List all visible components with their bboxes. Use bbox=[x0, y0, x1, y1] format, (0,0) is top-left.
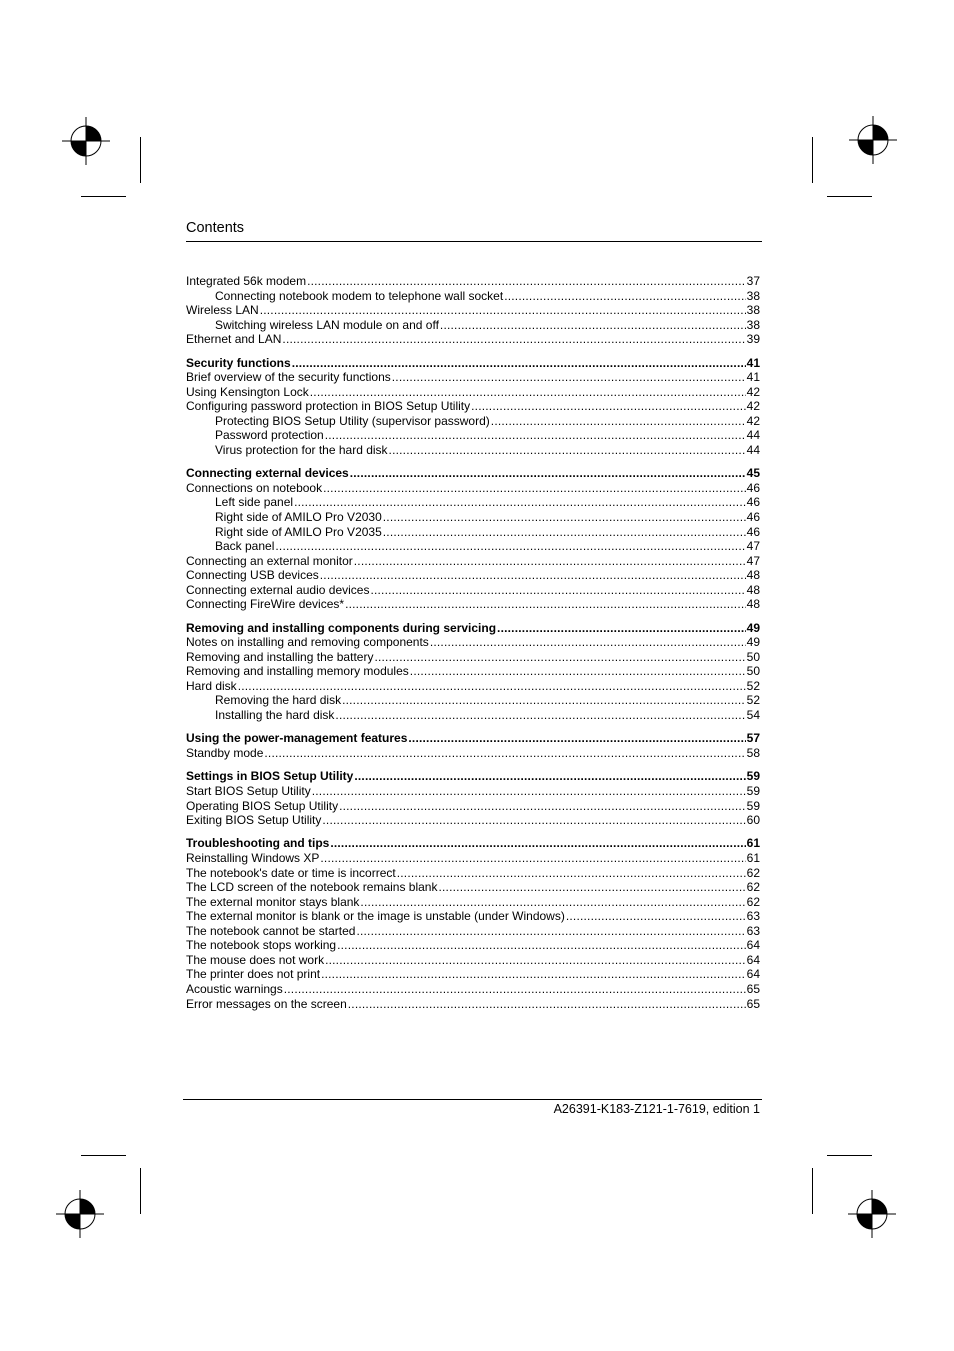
toc-entry-label: Switching wireless LAN module on and off bbox=[215, 317, 439, 332]
toc-entry[interactable] bbox=[186, 679, 760, 694]
trim-mark bbox=[812, 1168, 813, 1214]
toc-page-number: 38 bbox=[746, 303, 760, 318]
trim-mark bbox=[827, 196, 872, 197]
toc-dot-leader bbox=[321, 967, 746, 982]
toc-dot-leader bbox=[354, 554, 746, 569]
toc-section bbox=[186, 356, 760, 458]
toc-entry[interactable] bbox=[186, 664, 760, 679]
toc-page-number: 52 bbox=[746, 693, 760, 708]
toc-entry[interactable] bbox=[186, 784, 760, 799]
toc-entry[interactable] bbox=[186, 303, 760, 318]
toc-chapter-entry[interactable] bbox=[186, 621, 760, 636]
toc-entry-label: Brief overview of the security functions bbox=[186, 370, 391, 385]
toc-entry-label: Connecting external devices bbox=[186, 466, 349, 481]
toc-dot-leader bbox=[339, 799, 746, 814]
toc-entry-label: Ethernet and LAN bbox=[186, 332, 282, 347]
toc-page-number: 37 bbox=[746, 274, 760, 288]
toc-entry[interactable] bbox=[186, 510, 760, 525]
toc-page-number: 42 bbox=[746, 399, 760, 414]
toc-page-number: 62 bbox=[746, 894, 760, 909]
toc-dot-leader bbox=[282, 332, 745, 347]
toc-entry-label: Right side of AMILO Pro V2035 bbox=[215, 524, 382, 539]
toc-page-number: 45 bbox=[746, 466, 760, 481]
toc-section bbox=[186, 731, 760, 760]
toc-entry[interactable] bbox=[186, 370, 760, 385]
toc-entry[interactable] bbox=[186, 938, 760, 953]
toc-page-number: 44 bbox=[746, 442, 760, 457]
toc-entry[interactable] bbox=[186, 443, 760, 458]
toc-section bbox=[186, 769, 760, 827]
toc-dot-leader bbox=[440, 318, 746, 333]
toc-chapter-entry[interactable] bbox=[186, 356, 760, 371]
toc-page-number: 50 bbox=[746, 649, 760, 664]
toc-entry-label: Password protection bbox=[215, 428, 324, 443]
toc-dot-leader bbox=[320, 851, 745, 866]
toc-page-number: 41 bbox=[746, 370, 760, 385]
toc-section bbox=[186, 274, 760, 347]
toc-entry[interactable] bbox=[186, 332, 760, 347]
toc-entry[interactable] bbox=[186, 597, 760, 612]
toc-page-number: 64 bbox=[746, 938, 760, 953]
toc-entry[interactable] bbox=[186, 967, 760, 982]
toc-entry[interactable] bbox=[186, 385, 760, 400]
toc-entry-label: Start BIOS Setup Utility bbox=[186, 783, 311, 798]
page-footer bbox=[183, 1099, 762, 1117]
toc-entry-label: Standby mode bbox=[186, 745, 264, 760]
toc-page-number: 46 bbox=[746, 480, 760, 495]
toc-entry-label: The mouse does not work bbox=[186, 952, 325, 967]
toc-entry[interactable] bbox=[186, 997, 760, 1012]
toc-page-number: 63 bbox=[746, 909, 760, 924]
toc-entry[interactable] bbox=[186, 525, 760, 540]
toc-entry-label: The LCD screen of the notebook remains blank bbox=[186, 880, 438, 895]
trim-mark bbox=[81, 196, 126, 197]
toc-entry-label: Wireless LAN bbox=[186, 303, 259, 318]
toc-entry-label: Right side of AMILO Pro V2030 bbox=[215, 509, 382, 524]
trim-mark bbox=[812, 137, 813, 183]
toc-dot-leader bbox=[320, 568, 746, 583]
toc-entry[interactable] bbox=[186, 746, 760, 761]
toc-dot-leader bbox=[504, 289, 745, 304]
toc-entry-label: Connecting external audio devices bbox=[186, 582, 370, 597]
toc-page-number: 46 bbox=[746, 524, 760, 539]
toc-page-number: 48 bbox=[746, 568, 760, 583]
toc-entry[interactable] bbox=[186, 583, 760, 598]
toc-page-number: 61 bbox=[746, 851, 760, 866]
page-header bbox=[186, 218, 762, 242]
toc-entry-label: The notebook cannot be started bbox=[186, 923, 356, 938]
toc-page-number: 38 bbox=[746, 288, 760, 303]
toc-dot-leader bbox=[260, 303, 746, 318]
toc-dot-leader bbox=[356, 924, 745, 939]
toc-page-number: 42 bbox=[746, 384, 760, 399]
toc-dot-leader bbox=[238, 679, 746, 694]
toc-page-number: 57 bbox=[746, 731, 760, 746]
toc-page-number: 64 bbox=[746, 952, 760, 967]
toc-page-number: 48 bbox=[746, 582, 760, 597]
toc-entry[interactable] bbox=[186, 895, 760, 910]
toc-page-number: 64 bbox=[746, 967, 760, 982]
toc-entry[interactable] bbox=[186, 924, 760, 939]
toc-page-number: 58 bbox=[746, 745, 760, 760]
toc-dot-leader bbox=[335, 708, 745, 723]
toc-entry-label: Security functions bbox=[186, 355, 291, 370]
toc-page-number: 39 bbox=[746, 332, 760, 347]
toc-entry-label: Removing and installing components during servicing bbox=[186, 620, 497, 635]
toc-dot-leader bbox=[491, 414, 746, 429]
toc-section bbox=[186, 621, 760, 723]
toc-dot-leader bbox=[438, 880, 745, 895]
toc-entry[interactable] bbox=[186, 799, 760, 814]
toc-dot-leader bbox=[350, 466, 746, 481]
toc-entry-label: The notebook's date or time is incorrect bbox=[186, 865, 396, 880]
toc-entry[interactable] bbox=[186, 866, 760, 881]
toc-entry[interactable] bbox=[186, 495, 760, 510]
table-of-contents bbox=[186, 274, 760, 1020]
toc-entry-label: Notes on installing and removing components bbox=[186, 635, 429, 650]
trim-mark bbox=[140, 1168, 141, 1214]
toc-dot-leader bbox=[360, 895, 745, 910]
toc-dot-leader bbox=[392, 370, 746, 385]
toc-entry-label: Connections on notebook bbox=[186, 480, 323, 495]
toc-entry[interactable] bbox=[186, 909, 760, 924]
toc-page-number: 48 bbox=[746, 597, 760, 612]
toc-page-number: 61 bbox=[746, 836, 760, 851]
registration-mark-icon bbox=[62, 117, 110, 165]
toc-page-number: 46 bbox=[746, 509, 760, 524]
trim-mark bbox=[81, 1155, 126, 1156]
toc-entry-label: The notebook stops working bbox=[186, 938, 337, 953]
toc-entry-label: Operating BIOS Setup Utility bbox=[186, 798, 339, 813]
trim-mark bbox=[140, 137, 141, 183]
toc-entry[interactable] bbox=[186, 568, 760, 583]
toc-entry[interactable] bbox=[186, 851, 760, 866]
toc-entry-label: Connecting an external monitor bbox=[186, 553, 353, 568]
toc-dot-leader bbox=[294, 495, 746, 510]
toc-entry-label: Hard disk bbox=[186, 678, 237, 693]
toc-page-number: 50 bbox=[746, 664, 760, 679]
toc-dot-leader bbox=[408, 731, 745, 746]
toc-entry-label: Connecting USB devices bbox=[186, 568, 319, 583]
toc-entry-label: Error messages on the screen bbox=[186, 996, 347, 1011]
toc-page-number: 46 bbox=[746, 495, 760, 510]
toc-entry[interactable] bbox=[186, 982, 760, 997]
toc-dot-leader bbox=[330, 836, 745, 851]
toc-entry[interactable] bbox=[186, 399, 760, 414]
toc-dot-leader bbox=[264, 746, 745, 761]
registration-mark-icon bbox=[848, 1190, 896, 1238]
toc-dot-leader bbox=[383, 510, 746, 525]
toc-dot-leader bbox=[312, 784, 746, 799]
toc-dot-leader bbox=[345, 597, 746, 612]
toc-dot-leader bbox=[323, 481, 746, 496]
toc-dot-leader bbox=[325, 953, 746, 968]
toc-entry[interactable] bbox=[186, 554, 760, 569]
toc-dot-leader bbox=[322, 813, 745, 828]
page-title: Contents bbox=[186, 220, 245, 236]
toc-entry[interactable] bbox=[186, 693, 760, 708]
toc-entry-label: Connecting notebook modem to telephone wall socket bbox=[215, 288, 504, 303]
toc-page-number: 42 bbox=[746, 413, 760, 428]
toc-page-number: 47 bbox=[746, 553, 760, 568]
toc-page-number: 49 bbox=[746, 620, 760, 635]
toc-entry[interactable] bbox=[186, 650, 760, 665]
trim-mark bbox=[827, 1155, 872, 1156]
toc-entry[interactable] bbox=[186, 953, 760, 968]
toc-entry-label: Using the power-management features bbox=[186, 731, 408, 746]
toc-dot-leader bbox=[342, 693, 746, 708]
toc-entry-label: The external monitor is blank or the image is unstable (under Windows) bbox=[186, 909, 565, 924]
toc-entry-label: Removing and installing the battery bbox=[186, 649, 374, 664]
toc-dot-leader bbox=[397, 866, 746, 881]
toc-page-number: 62 bbox=[746, 865, 760, 880]
toc-entry-label: Settings in BIOS Setup Utility bbox=[186, 769, 354, 784]
toc-section bbox=[186, 836, 760, 1011]
toc-section bbox=[186, 466, 760, 611]
toc-entry-label: Virus protection for the hard disk bbox=[215, 442, 388, 457]
toc-page-number: 59 bbox=[746, 769, 760, 784]
toc-entry-label: Using Kensington Lock bbox=[186, 384, 309, 399]
toc-entry-label: Removing the hard disk bbox=[215, 693, 342, 708]
toc-page-number: 54 bbox=[746, 707, 760, 722]
toc-chapter-entry[interactable] bbox=[186, 836, 760, 851]
toc-entry-label: Acoustic warnings bbox=[186, 981, 283, 996]
toc-dot-leader bbox=[389, 443, 746, 458]
toc-entry-label: Installing the hard disk bbox=[215, 707, 335, 722]
registration-mark-icon bbox=[849, 116, 897, 164]
toc-entry-label: Left side panel bbox=[215, 495, 294, 510]
toc-page-number: 60 bbox=[746, 813, 760, 828]
toc-entry-label: Exiting BIOS Setup Utility bbox=[186, 813, 322, 828]
toc-dot-leader bbox=[348, 997, 746, 1012]
toc-dot-leader bbox=[275, 539, 745, 554]
toc-page-number: 65 bbox=[746, 981, 760, 996]
toc-chapter-entry[interactable] bbox=[186, 769, 760, 784]
toc-entry-label: Connecting FireWire devices* bbox=[186, 597, 345, 612]
toc-page-number: 52 bbox=[746, 678, 760, 693]
toc-entry[interactable] bbox=[186, 414, 760, 429]
toc-page-number: 49 bbox=[746, 635, 760, 650]
toc-page-number: 47 bbox=[746, 539, 760, 554]
toc-entry-label: Troubleshooting and tips bbox=[186, 836, 330, 851]
toc-entry-label: Integrated 56k modem bbox=[186, 274, 307, 288]
toc-chapter-entry[interactable] bbox=[186, 731, 760, 746]
toc-entry[interactable] bbox=[186, 428, 760, 443]
toc-entry[interactable] bbox=[186, 880, 760, 895]
toc-dot-leader bbox=[370, 583, 745, 598]
registration-mark-icon bbox=[56, 1190, 104, 1238]
toc-entry[interactable] bbox=[186, 539, 760, 554]
toc-dot-leader bbox=[337, 938, 746, 953]
toc-entry[interactable] bbox=[186, 289, 760, 304]
toc-page-number: 59 bbox=[746, 783, 760, 798]
toc-entry-label: Protecting BIOS Setup Utility (supervisor password) bbox=[215, 413, 490, 428]
toc-entry[interactable] bbox=[186, 813, 760, 828]
toc-dot-leader bbox=[325, 428, 746, 443]
toc-entry[interactable] bbox=[186, 274, 760, 289]
toc-dot-leader bbox=[410, 664, 746, 679]
toc-entry-label: Back panel bbox=[215, 539, 275, 554]
toc-page-number: 41 bbox=[746, 355, 760, 370]
toc-dot-leader bbox=[471, 399, 746, 414]
document-id: A26391-K183-Z121-1-7619, edition 1 bbox=[553, 1102, 760, 1116]
toc-page-number: 38 bbox=[746, 317, 760, 332]
toc-entry-label: The printer does not print bbox=[186, 967, 321, 982]
toc-dot-leader bbox=[307, 274, 746, 289]
toc-entry-label: Configuring password protection in BIOS Setup Utility bbox=[186, 399, 471, 414]
toc-dot-leader bbox=[430, 635, 746, 650]
toc-entry-label: Removing and installing memory modules bbox=[186, 664, 409, 679]
toc-dot-leader bbox=[284, 982, 746, 997]
toc-entry[interactable] bbox=[186, 635, 760, 650]
toc-page-number: 63 bbox=[746, 923, 760, 938]
toc-entry-label: The external monitor stays blank bbox=[186, 894, 360, 909]
toc-page-number: 44 bbox=[746, 428, 760, 443]
toc-dot-leader bbox=[497, 621, 746, 636]
toc-page-number: 59 bbox=[746, 798, 760, 813]
toc-page-number: 65 bbox=[746, 996, 760, 1011]
toc-entry[interactable] bbox=[186, 318, 760, 333]
toc-entry[interactable] bbox=[186, 481, 760, 496]
toc-dot-leader bbox=[374, 650, 745, 665]
toc-entry[interactable] bbox=[186, 708, 760, 723]
toc-dot-leader bbox=[292, 356, 746, 371]
toc-dot-leader bbox=[383, 525, 746, 540]
toc-dot-leader bbox=[354, 769, 745, 784]
toc-entry-label: Reinstalling Windows XP bbox=[186, 851, 320, 866]
toc-dot-leader bbox=[310, 385, 746, 400]
toc-dot-leader bbox=[566, 909, 746, 924]
toc-page-number: 62 bbox=[746, 880, 760, 895]
toc-chapter-entry[interactable] bbox=[186, 466, 760, 481]
